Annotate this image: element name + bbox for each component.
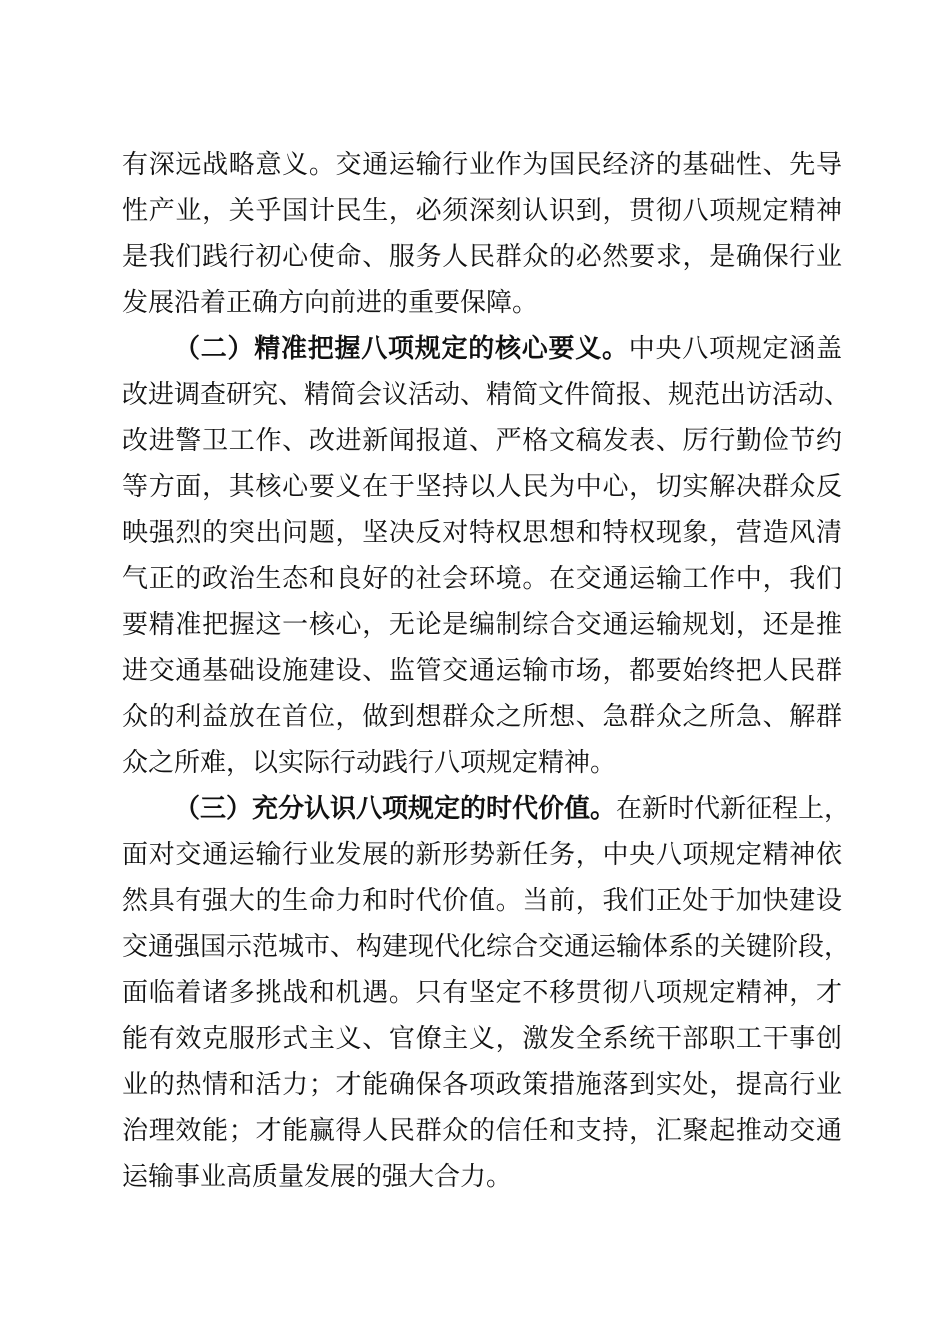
paragraph-3-first-line bbox=[122, 786, 851, 832]
paragraph-2-line-2: 改进调查研究、精简会议活动、精简文件简报、规范出访活动、 bbox=[122, 380, 851, 410]
paragraph-3-line-5: 面临着诸多挑战和机遇。只有坚定不移贯彻八项规定精神，才 bbox=[122, 978, 842, 1008]
paragraph-2-line-7: 要精准把握这一核心，无论是编制综合交通运输规划，还是推 bbox=[122, 610, 842, 640]
paragraph-2-first-line bbox=[122, 326, 842, 372]
body-text bbox=[122, 142, 851, 1200]
paragraph-3-line-6: 能有效克服形式主义、官僚主义，激发全系统干部职工干事创 bbox=[122, 1024, 842, 1054]
paragraph-2-first-line-rest: 中央八项规定涵盖 bbox=[628, 334, 842, 364]
paragraph-2-line-8: 进交通基础设施建设、监管交通运输市场，都要始终把人民群 bbox=[122, 656, 842, 686]
paragraph-2-line-6: 气正的政治生态和良好的社会环境。在交通运输工作中，我们 bbox=[122, 564, 842, 594]
paragraph-3-line-7: 业的热情和活力；才能确保各项政策措施落到实处，提高行业 bbox=[122, 1070, 842, 1100]
section-heading-2: （二）精准把握八项规定的核心要义。 bbox=[174, 334, 629, 364]
paragraph-1-line-4: 发展沿着正确方向前进的重要保障。 bbox=[122, 288, 539, 318]
paragraph-1-line-1: 有深远战略意义。交通运输行业作为国民经济的基础性、先导 bbox=[122, 150, 842, 180]
paragraph-3-line-8: 治理效能；才能赢得人民群众的信任和支持，汇聚起推动交通 bbox=[122, 1116, 842, 1146]
paragraph-2-line-9: 众的利益放在首位，做到想群众之所想、急群众之所急、解群 bbox=[122, 702, 842, 732]
paragraph-2-line-4: 等方面，其核心要义在于坚持以人民为中心，切实解决群众反 bbox=[122, 472, 842, 502]
paragraph-3-line-3: 然具有强大的生命力和时代价值。当前，我们正处于加快建设 bbox=[122, 886, 842, 916]
paragraph-3-line-4: 交通强国示范城市、构建现代化综合交通运输体系的关键阶段， bbox=[122, 932, 851, 962]
paragraph-2-line-5: 映强烈的突出问题，坚决反对特权思想和特权现象，营造风清 bbox=[122, 518, 842, 548]
paragraph-3-line-2: 面对交通运输行业发展的新形势新任务，中央八项规定精神依 bbox=[122, 840, 842, 870]
paragraph-3-line-9: 运输事业高质量发展的强大合力。 bbox=[122, 1162, 513, 1192]
paragraph-1-line-3: 是我们践行初心使命、服务人民群众的必然要求，是确保行业 bbox=[122, 242, 842, 272]
section-heading-3: （三）充分认识八项规定的时代价值。 bbox=[174, 794, 617, 824]
paragraph-2-line-3: 改进警卫工作、改进新闻报道、严格文稿发表、厉行勤俭节约 bbox=[122, 426, 842, 456]
paragraph-2-line-10: 众之所难，以实际行动践行八项规定精神。 bbox=[122, 748, 617, 778]
paragraph-1-line-2: 性产业，关乎国计民生，必须深刻认识到，贯彻八项规定精神 bbox=[122, 196, 842, 226]
paragraph-3-first-line-rest: 在新时代新征程上， bbox=[616, 794, 851, 824]
